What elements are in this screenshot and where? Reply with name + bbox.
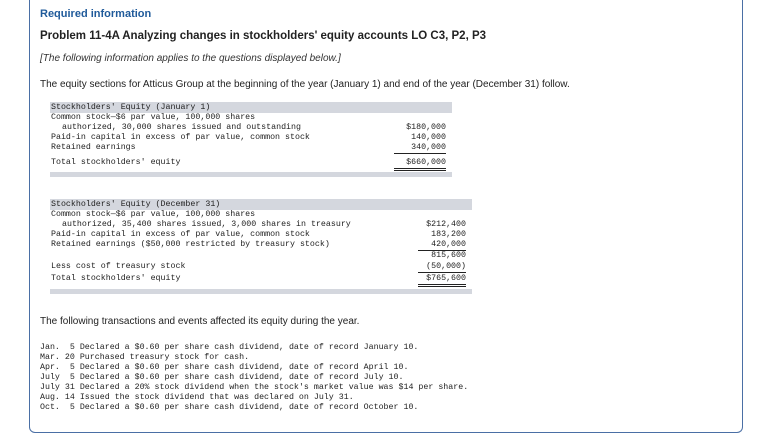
treasury-stock-label: Less cost of treasury stock: [51, 262, 186, 271]
common-stock-line1: Common stock—$6 par value, 100,000 shares: [51, 210, 256, 219]
total-equity-amount: $765,600: [418, 274, 466, 287]
table-title: Stockholders' Equity (January 1): [51, 103, 211, 112]
retained-earnings-amount: 420,000: [418, 240, 466, 251]
common-stock-line2: authorized, 35,400 shares issued, 3,000 shares in treasury: [62, 220, 351, 229]
list-item: Jan. 5 Declared a $0.60 per share cash dividend, date of record January 10.: [40, 343, 419, 352]
retained-earnings-label: Retained earnings ($50,000 restricted by treasury stock): [51, 240, 330, 249]
transactions-intro: The following transactions and events affected its equity during the year.: [40, 316, 360, 327]
list-item: July 31 Declared a 20% stock dividend when the stock's market value was $14 per share.: [40, 383, 469, 392]
table-title: Stockholders' Equity (December 31): [51, 200, 221, 209]
paid-in-capital-label: Paid-in capital in excess of par value, common stock: [51, 230, 310, 239]
common-stock-line1: Common stock—$6 par value, 100,000 shares: [51, 113, 256, 122]
intro-text: The equity sections for Atticus Group at the beginning of the year (January 1) and end of the year (December 31) follow.: [40, 79, 570, 90]
footer-band: [50, 172, 452, 177]
total-equity-label: Total stockholders' equity: [51, 274, 181, 283]
treasury-stock-amount: (50,000): [418, 262, 466, 273]
equity-table-december: [50, 199, 472, 292]
list-item: Oct. 5 Declared a $0.60 per share cash dividend, date of record October 10.: [40, 403, 419, 412]
total-equity-label: Total stockholders' equity: [51, 158, 181, 167]
common-stock-amount: $180,000: [406, 123, 446, 132]
problem-title: Problem 11-4A Analyzing changes in stockholders' equity accounts LO C3, P2, P3: [40, 30, 487, 42]
common-stock-line2: authorized, 30,000 shares issued and outstanding: [62, 123, 301, 132]
paid-in-capital-amount: 140,000: [411, 133, 446, 142]
common-stock-amount: $212,400: [426, 220, 466, 229]
retained-earnings-label: Retained earnings: [51, 143, 136, 152]
equity-table-january: [50, 102, 452, 182]
transactions-list: [40, 343, 468, 413]
paid-in-capital-label: Paid-in capital in excess of par value, common stock: [51, 133, 310, 142]
list-item: Mar. 20 Purchased treasury stock for cash.: [40, 353, 250, 362]
footer-band: [50, 289, 472, 294]
list-item: July 5 Declared a $0.60 per share cash dividend, date of record July 10.: [40, 373, 404, 382]
required-information-label: Required information: [40, 8, 152, 20]
paid-in-capital-amount: 183,200: [431, 230, 466, 239]
subtotal-amount: 815,600: [431, 251, 466, 260]
info-note: [The following information applies to the questions displayed below.]: [40, 53, 341, 64]
total-equity-amount: $660,000: [394, 158, 446, 171]
retained-earnings-amount: 340,000: [394, 143, 446, 154]
list-item: Aug. 14 Issued the stock dividend that was declared on July 31.: [40, 393, 354, 402]
list-item: Apr. 5 Declared a $0.60 per share cash dividend, date of record April 10.: [40, 363, 409, 372]
